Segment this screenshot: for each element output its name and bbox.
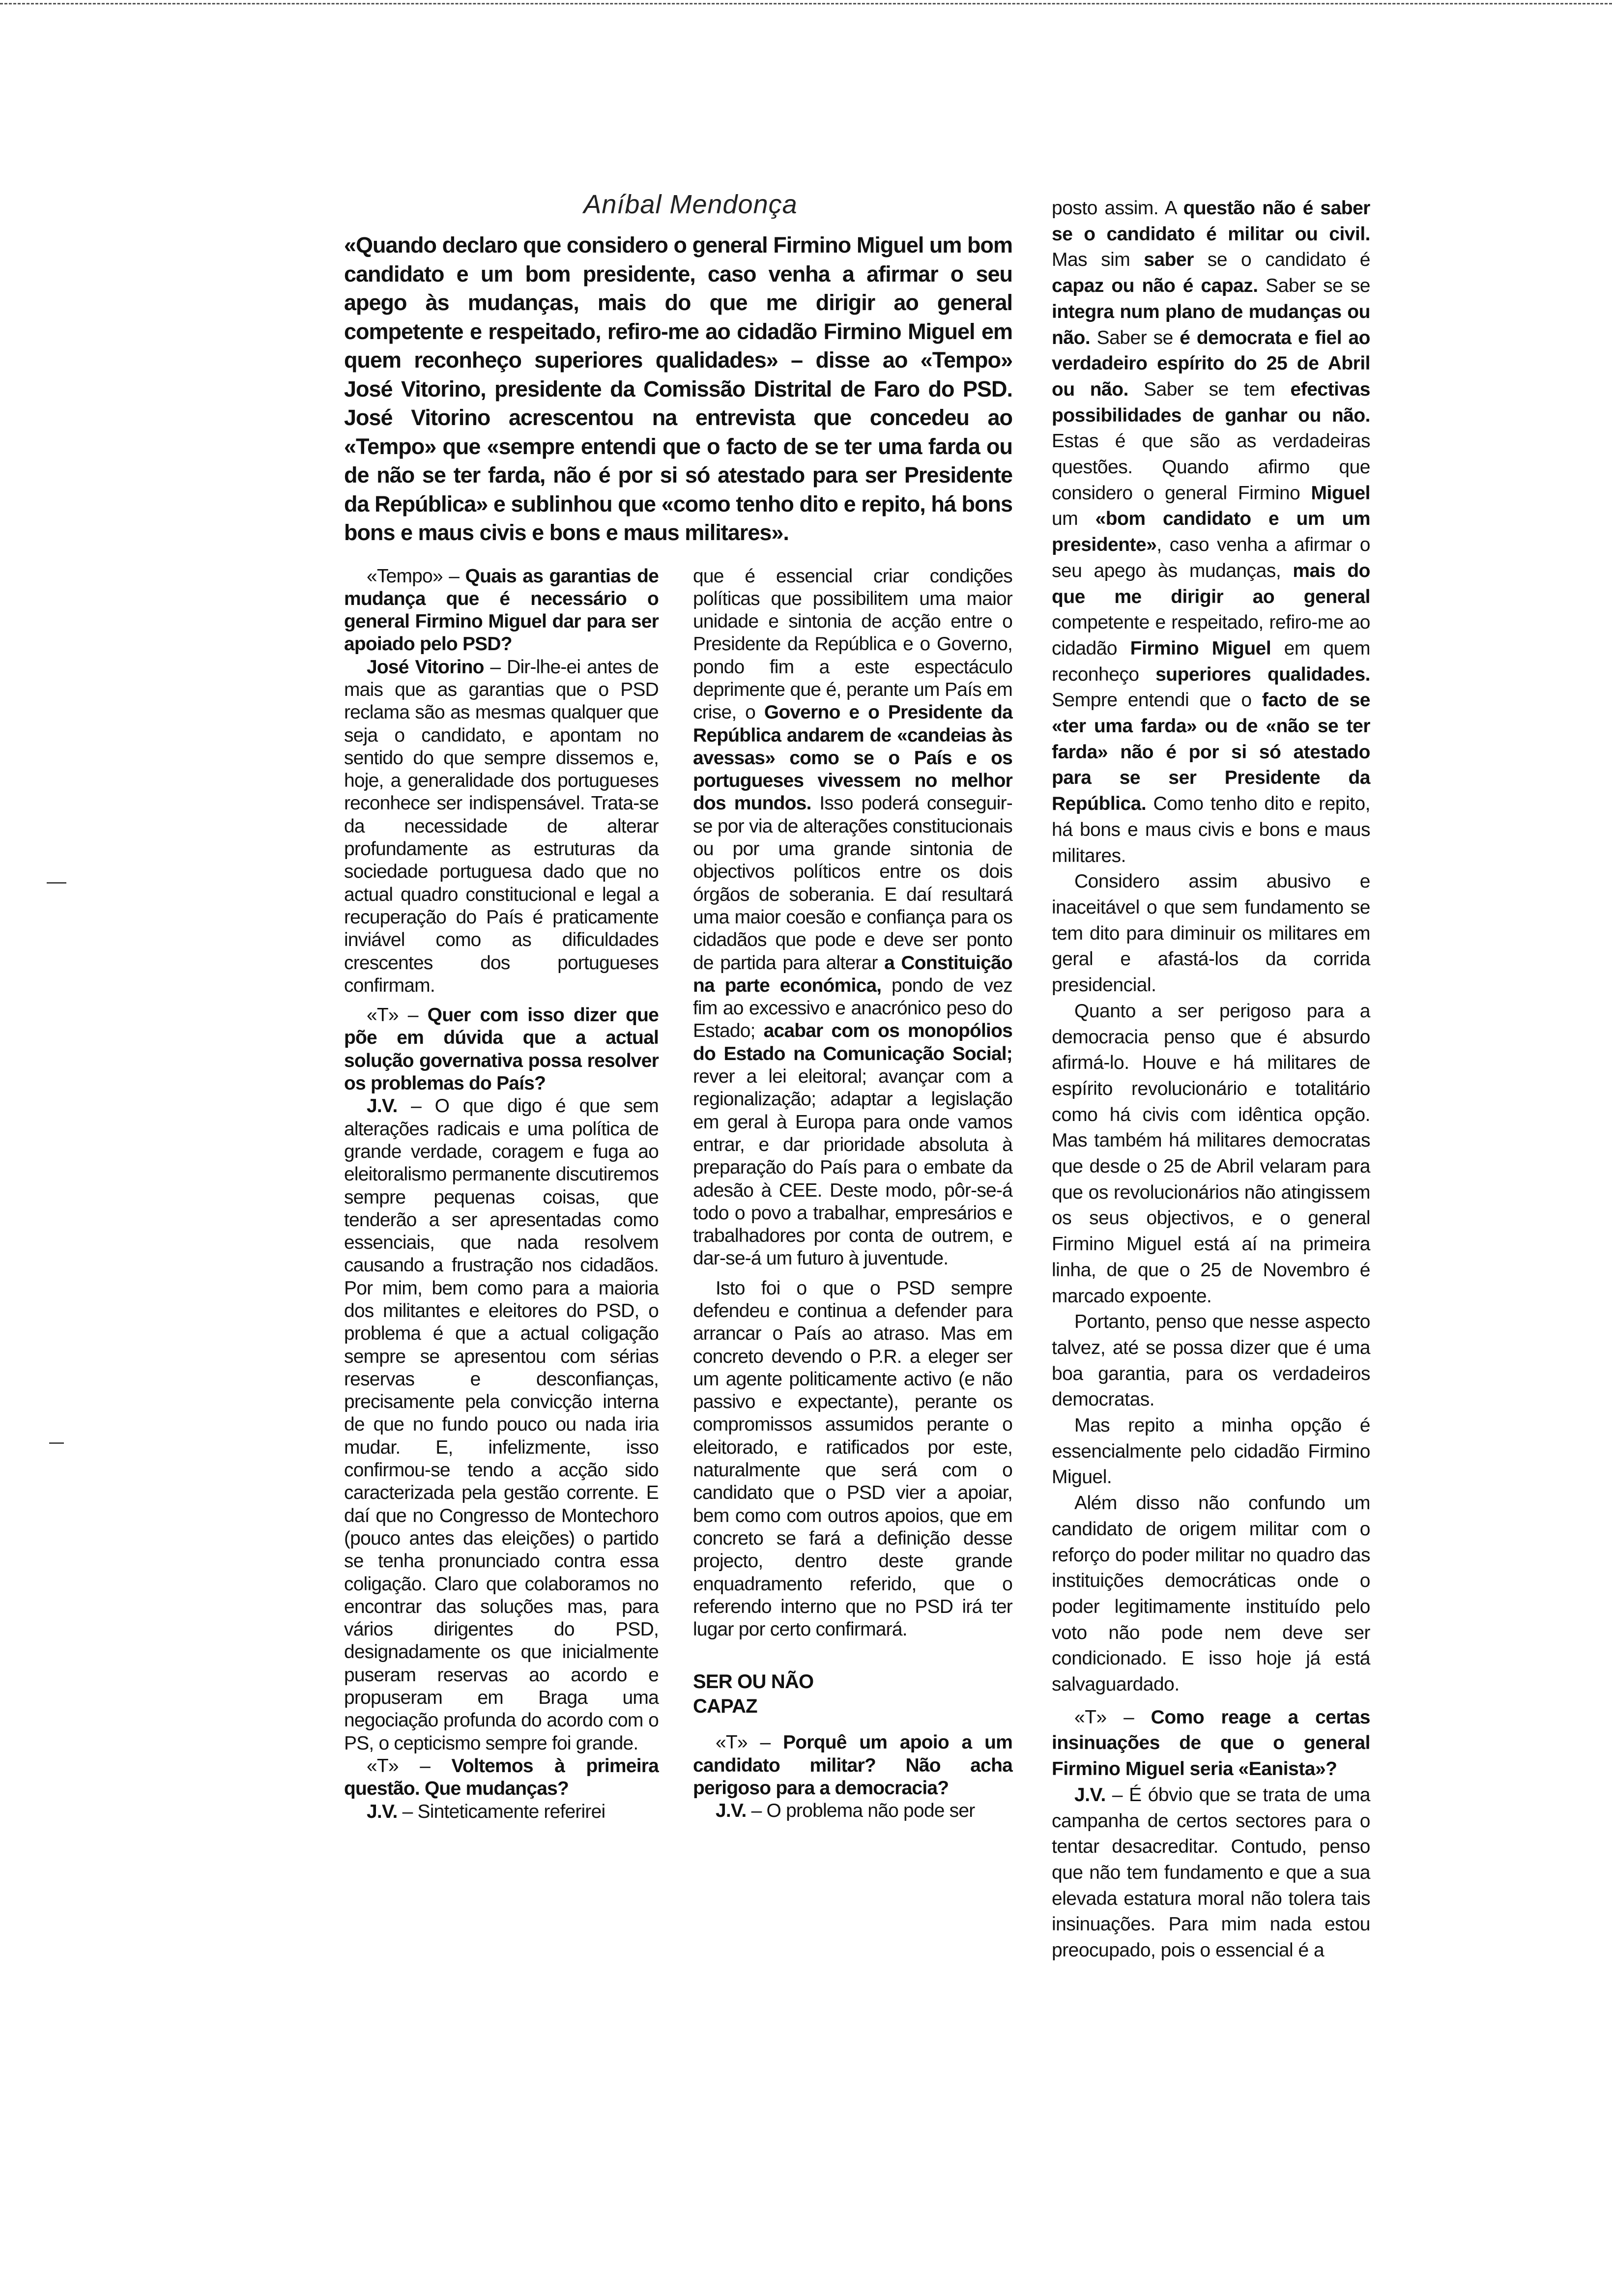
article-paragraph bbox=[344, 1095, 659, 1755]
bold-text-run: saber bbox=[1144, 249, 1194, 271]
bold-text-run: Quais as garantias de mudança que é necessário o general Firmino Miguel dar para ser apoiado pelo PSD? bbox=[344, 565, 659, 655]
text-run: Portanto, penso que nesse aspecto talvez, até se possa dizer que é uma boa garantia, para os verdadeiros democratas. bbox=[1052, 1311, 1370, 1410]
text-run: «T» – bbox=[716, 1732, 783, 1753]
bold-text-run: capaz ou não é capaz. bbox=[1052, 275, 1258, 297]
text-run: Saber se bbox=[1090, 327, 1180, 348]
text-run: , caso venha a afirmar o seu apego às mudanças, bbox=[1052, 534, 1370, 581]
bold-text-run: J.V. bbox=[1074, 1784, 1106, 1806]
article-paragraph bbox=[693, 1800, 1012, 1822]
bold-text-run: Quer com isso dizer que põe em dúvida que a actual solução governativa possa resolver os problemas do País? bbox=[344, 1004, 659, 1094]
subheading-line: SER OU NÃO bbox=[693, 1671, 814, 1693]
text-run: Quanto a ser perigoso para a democracia penso que é absurdo afirmá-lo. Houve e há militares de espírito revolucionário e totalitário como há civis com idêntica opção. Mas também há militares democratas que desde o 25 de Abril velaram para que os revolucionários não atingissem os seus objectivos, e o general Firmino Miguel está aí na primeira linha, de que o 25 de Novembro é marcado expoente. bbox=[1052, 1000, 1370, 1307]
text-run: rever a lei eleitoral; avançar com a regionalização; adaptar a legislação em geral à Europa para onde vamos entrar, e dar prioridade absoluta à preparação do País para o embate da adesão à CEE. Deste modo, pôr-se-á todo o povo a trabalhar, empresários e trabalhadores por conta de outrem, e dar-se-á um futuro à juventude. bbox=[693, 1066, 1012, 1269]
text-run: – É óbvio que se trata de uma campanha de certos sectores para o tentar desacreditar. Contudo, penso que não tem fundamento e que a sua elevada estatura moral não tolera tais insinuações. Para mim nada estou preocupado, pois o essencial é a bbox=[1052, 1784, 1370, 1961]
text-run: pondo de vez fim ao excessivo e anacrónico peso do Estado; bbox=[693, 975, 1012, 1042]
bold-text-run: efectivas possibilidades de ganhar ou não. bbox=[1052, 378, 1370, 426]
bold-text-run: Como reage a certas insinuações de que o general Firmino Miguel seria «Eanista»? bbox=[1052, 1706, 1370, 1780]
scan-margin-mark bbox=[49, 1442, 64, 1444]
section-subheading bbox=[693, 1669, 1012, 1719]
text-run: – Sinteticamente referirei bbox=[397, 1801, 605, 1822]
article-paragraph bbox=[693, 1731, 1012, 1800]
text-run: Saber se se bbox=[1258, 275, 1370, 297]
subheading-line: CAPAZ bbox=[693, 1695, 757, 1718]
bold-text-run: superiores qualidades. bbox=[1155, 663, 1370, 685]
text-run: Estas é que são as verdadeiras questões. Quando afirmo que considero o general Firmino bbox=[1052, 430, 1370, 504]
text-run: posto assim. A bbox=[1052, 198, 1183, 219]
article-paragraph bbox=[1052, 196, 1370, 869]
article-paragraph bbox=[344, 565, 659, 656]
bold-text-run: a Constituição na parte económica, bbox=[693, 952, 1012, 996]
left-columns-row bbox=[344, 565, 1012, 1823]
scan-top-border bbox=[0, 3, 1612, 4]
bold-text-run: Porquê um apoio a um candidato militar? Não acha perigoso para a democracia? bbox=[693, 1732, 1013, 1799]
text-run: – Dir-lhe-ei antes de mais que as garantias que o PSD reclama são as mesmas qualquer que seja o candidato, e apontam no sentido do que sempre dissemos e, hoje, a generalidade dos portugueses reconhece ser indispensável. Trata-se da necessidade de alterar profundamente as estruturas da sociedade portuguesa dado que no actual quadro constitucional e legal a recuperação do País é praticamente inviável como as dificuldades crescentes dos portugueses confirmam. bbox=[344, 656, 659, 996]
bold-text-run: Governo e o Presidente da República andarem de «candeias às avessas» como se o País e os portugueses vivessem no melhor dos mundos. bbox=[693, 702, 1012, 814]
bold-text-run: Firmino Miguel bbox=[1130, 637, 1271, 659]
bold-text-run: acabar com os monopólios do Estado na Comunicação Social; bbox=[693, 1020, 1012, 1064]
article-paragraph bbox=[1052, 1782, 1370, 1964]
text-run: «T» – bbox=[367, 1004, 428, 1026]
author-byline: Aníbal Mendonça bbox=[583, 190, 798, 219]
text-run: «T» – bbox=[1074, 1706, 1151, 1728]
text-run: – O problema não pode ser bbox=[746, 1800, 975, 1822]
article-column-2 bbox=[693, 565, 1012, 1823]
article-paragraph bbox=[1052, 1413, 1370, 1491]
article-paragraph bbox=[1052, 1491, 1370, 1698]
article-paragraph bbox=[1052, 869, 1370, 999]
bold-text-run: questão não é saber se o candidato é militar ou civil. bbox=[1052, 198, 1370, 245]
article-column-3 bbox=[1052, 196, 1370, 1964]
article-paragraph bbox=[1052, 999, 1370, 1309]
article-column-1 bbox=[344, 565, 659, 1823]
lead-and-left-columns bbox=[344, 231, 1012, 1823]
article-paragraph bbox=[693, 1277, 1012, 1641]
text-run: um bbox=[1052, 508, 1095, 530]
article-paragraph bbox=[1052, 1309, 1370, 1413]
text-run: competente e respeitado, refiro-me ao cidadão bbox=[1052, 612, 1370, 659]
text-run: «Tempo» – bbox=[367, 565, 465, 587]
text-run: Como tenho dito e repito, há bons e maus civis e bons e maus militares. bbox=[1052, 793, 1370, 866]
bold-text-run: «bom candidato e um um presidente» bbox=[1052, 508, 1371, 556]
bold-text-run: J.V. bbox=[716, 1800, 747, 1822]
text-run: – O que digo é que sem alterações radicais e uma política de grande verdade, coragem e fuga ao eleitoralismo permanente discutiremos sempre pequenas coisas, que tenderão a ser apresentadas como essenciais, que nada resolvem causando a frustração nos cidadãos. Por mim, bem como para a maioria dos militantes e eleitores do PSD, o problema é que a actual coligação sempre se apresentou com sérias reservas e desconfianças, precisamente pela convicção interna de que no fundo pouco ou nada iria mudar. E, infelizmente, isso confirmou-se tendo a acção sido caracterizada pela gestão corrente. E daí que no Congresso de Montechoro (pouco antes das eleições) o partido se tenha pronunciado contra essa coligação. Claro que colaboramos no encontrar das soluções mas, para vários dirigentes do PSD, designadamente os que inicialmente puseram reservas ao acordo e propuseram em Braga uma negociação profunda do acordo com o PS, o cepticismo sempre foi grande. bbox=[344, 1095, 659, 1754]
bold-text-run: Voltemos à primeira questão. Que mudanças? bbox=[344, 1755, 659, 1800]
text-run: Mas repito a minha opção é essencialmente pelo cidadão Firmino Miguel. bbox=[1052, 1415, 1370, 1488]
bold-text-run: J.V. bbox=[367, 1095, 398, 1117]
article-paragraph bbox=[344, 1801, 659, 1823]
text-run: Além disso não confundo um candidato de origem militar com o reforço do poder militar no quadro das instituições democráticas onde o poder legitimamente instituído pelo voto não pode nem deve ser condicionado. E isso hoje já está salvaguardado. bbox=[1052, 1492, 1370, 1695]
scan-margin-mark bbox=[47, 882, 66, 884]
article-paragraph bbox=[344, 1755, 659, 1801]
bold-text-run: Miguel bbox=[1311, 482, 1370, 504]
article-paragraph bbox=[1052, 1705, 1370, 1782]
article-paragraph bbox=[344, 656, 659, 997]
text-run: Sempre entendi que o bbox=[1052, 689, 1262, 711]
text-run: «T» – bbox=[367, 1755, 452, 1777]
bold-text-run: facto de se «ter uma farda» ou de «não se ter farda» não é por si só atestado para se ser Presidente da República. bbox=[1052, 689, 1370, 815]
text-run: em quem reconheço bbox=[1052, 637, 1370, 685]
bold-text-run: José Vitorino bbox=[367, 656, 484, 678]
article-lead-paragraph: «Quando declaro que considero o general Firmino Miguel um bom candidato e um bom presidente, caso venha a afirmar o seu apego às mudanças, mais do que me dirigir ao general competente e respeitado, refiro-me ao cidadão Firmino Miguel em quem reconheço superiores qualidades» – disse ao «Tempo» José Vitorino, presidente da Comissão Distrital de Faro do PSD. José Vitorino acrescentou na entrevista que concedeu ao «Tempo» que «sempre entendi que o facto de se ter uma farda ou de não se ter farda, não é por si só atestado para ser Presidente da República» e sublinhou que «como tenho dito e repito, há bons bons e maus civis e bons e maus militares». bbox=[344, 232, 1012, 545]
text-run: que é essencial criar condições políticas que possibilitem uma maior unidade e sintonia de acção entre o Presidente da República e o Governo, pondo fim a este espectáculo deprimente que é, perante um País em crise, o bbox=[693, 565, 1012, 723]
text-run: Saber se tem bbox=[1128, 378, 1291, 400]
text-run: se o candidato é bbox=[1193, 249, 1370, 271]
bold-text-run: mais do que me dirigir ao general bbox=[1052, 560, 1370, 607]
text-run: Mas sim bbox=[1052, 249, 1144, 271]
text-run: Isto foi o que o PSD sempre defendeu e continua a defender para arrancar o País ao atraso. Mas em concreto devendo o P.R. a eleger ser um agente politicamente activo (e não passivo e expectante), perante os compromissos assumidos perante o eleitorado, e ratificados por este, naturalmente que será com o candidato que o PSD vier a apoiar, bem como com outros apoios, que em concreto se fará a definição desse projecto, dentro deste grande enquadramento referido, que o referendo interno que no PSD irá ter lugar por certo confirmará. bbox=[693, 1277, 1012, 1640]
bold-text-run: integra num plano de mudanças ou não. bbox=[1052, 301, 1370, 348]
text-run: Considero assim abusivo e inaceitável o que sem fundamento se tem dito para diminuir os militares em geral e afastá-los da corrida presidencial. bbox=[1052, 871, 1370, 996]
bold-text-run: é democrata e fiel ao verdadeiro espírito do 25 de Abril ou não. bbox=[1052, 327, 1370, 400]
article-paragraph bbox=[344, 1004, 659, 1095]
article-paragraph bbox=[693, 565, 1012, 1270]
bold-text-run: J.V. bbox=[367, 1801, 398, 1822]
text-run: Isso poderá conseguir-se por via de alterações constitucionais ou por uma grande sintonia de objectivos políticos entre os dois órgãos de soberania. E daí resultará uma maior coesão e confiança para os cidadãos que pode e deve ser ponto de partida para alterar bbox=[693, 793, 1012, 974]
